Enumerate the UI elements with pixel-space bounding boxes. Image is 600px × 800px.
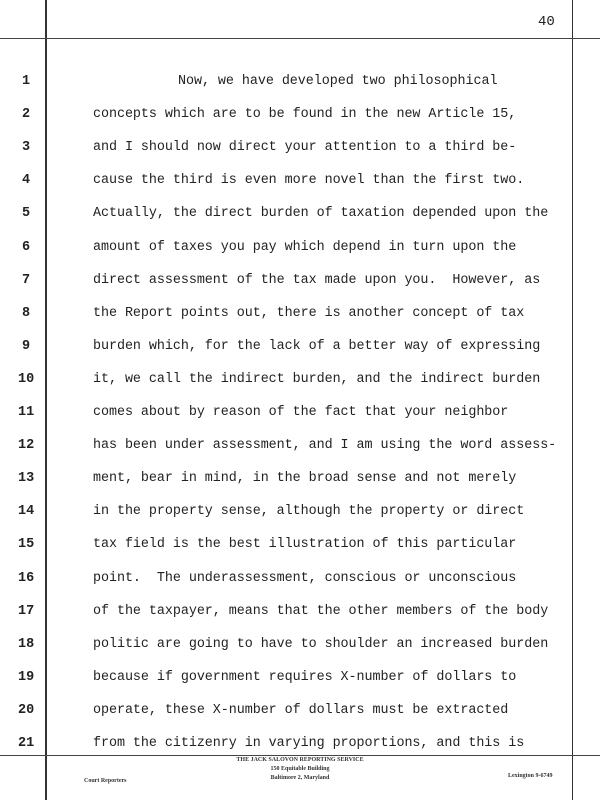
line-number: 2 (22, 107, 31, 123)
transcript-line (0, 537, 600, 557)
line-number: 3 (22, 140, 31, 156)
footer-center-3: Baltimore 2, Maryland (270, 775, 330, 781)
line-text: Now, we have developed two philosophical (178, 74, 498, 89)
transcript-line (0, 140, 600, 160)
line-text: point. The underassessment, conscious or unconscious (93, 570, 517, 586)
transcript-line (0, 438, 600, 458)
transcript-line (0, 736, 600, 756)
line-text: concepts which are to be found in the new Article 15, (93, 107, 517, 123)
line-text: tax field is the best illustration of this particular (93, 537, 517, 553)
footer-center-1: THE JACK SALOVON REPORTING SERVICE (236, 757, 364, 763)
transcript-line (0, 504, 600, 524)
line-number: 16 (18, 570, 35, 586)
transcript-line (0, 405, 600, 425)
line-text: from the citizenry in varying proportions, and this is (93, 736, 525, 751)
line-text: Actually, the direct burden of taxation depended upon the (93, 206, 549, 222)
line-number: 21 (18, 736, 35, 751)
line-text: the Report points out, there is another concept of tax (93, 305, 525, 321)
line-text: politic are going to have to shoulder an increased burden (93, 636, 549, 652)
header-rule (0, 38, 600, 39)
line-number: 18 (18, 636, 35, 652)
footer-left: Court Reporters (84, 778, 127, 784)
transcript-line (0, 604, 600, 624)
line-number: 4 (22, 173, 31, 189)
line-text: of the taxpayer, means that the other members of the body (93, 603, 549, 619)
transcript-line (0, 637, 600, 657)
line-text: burden which, for the lack of a better way of expressing (93, 338, 541, 354)
transcript-line (0, 240, 600, 260)
transcript-line (0, 670, 600, 690)
line-text: because if government requires X-number of dollars to (93, 669, 517, 685)
line-text: direct assessment of the tax made upon you. However, as (93, 272, 541, 288)
line-number: 17 (18, 603, 35, 619)
transcript-line (0, 339, 600, 359)
line-number: 9 (22, 338, 31, 354)
line-text: and I should now direct your attention to a third be- (93, 140, 517, 156)
transcript-line (0, 273, 600, 293)
line-number: 12 (18, 438, 35, 454)
transcript-line (0, 571, 600, 591)
transcript-line (0, 206, 600, 226)
transcript-line (0, 173, 600, 193)
line-number: 20 (18, 702, 35, 718)
line-text: amount of taxes you pay which depend in turn upon the (93, 239, 517, 255)
line-text: it, we call the indirect burden, and the indirect burden (93, 371, 541, 387)
line-text: ment, bear in mind, in the broad sense and not merely (93, 471, 517, 487)
line-number: 13 (18, 471, 35, 487)
line-text: comes about by reason of the fact that your neighbor (93, 405, 509, 420)
line-text: has been under assessment, and I am using the word assess- (93, 438, 557, 454)
line-number: 19 (18, 669, 35, 685)
transcript-line (0, 471, 600, 491)
page-number: 40 (538, 14, 555, 30)
transcript-line (0, 372, 600, 392)
footer-right: Lexington 9-6749 (508, 773, 553, 779)
footer-center-2: 150 Equitable Building (270, 766, 330, 772)
line-number: 6 (22, 239, 31, 255)
line-number: 10 (18, 371, 35, 387)
transcript-line (0, 703, 600, 723)
transcript-line (0, 74, 600, 94)
line-number: 7 (22, 272, 31, 288)
line-number: 5 (22, 206, 31, 222)
line-text: in the property sense, although the property or direct (93, 504, 525, 520)
line-number: 14 (18, 504, 35, 520)
line-number: 11 (18, 405, 35, 420)
line-number: 1 (22, 74, 31, 89)
line-number: 15 (18, 537, 35, 553)
line-number: 8 (22, 305, 31, 321)
line-text: cause the third is even more novel than the first two. (93, 173, 525, 189)
transcript-line (0, 306, 600, 326)
transcript-line (0, 107, 600, 127)
line-text: operate, these X-number of dollars must be extracted (93, 702, 509, 718)
